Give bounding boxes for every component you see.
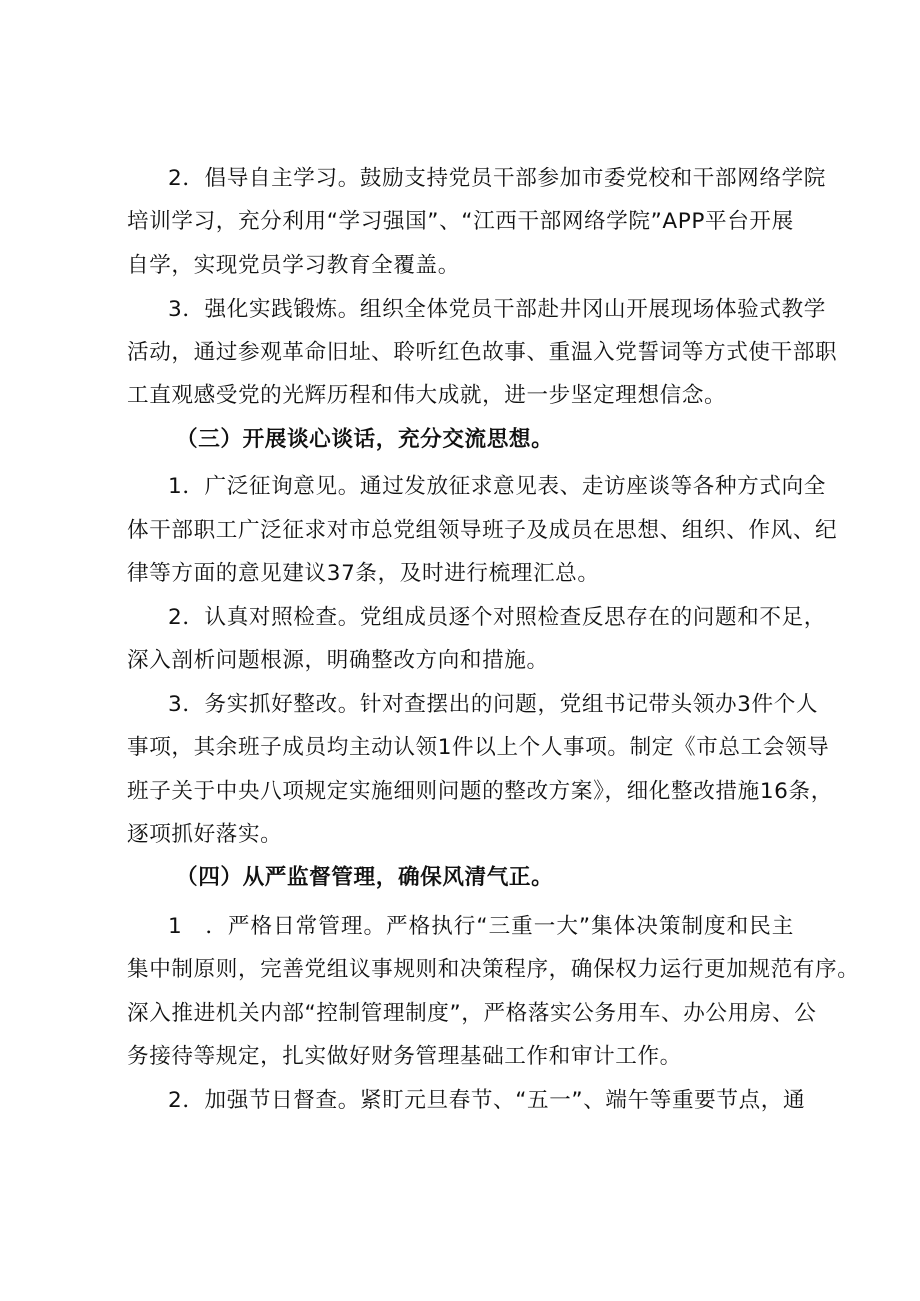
paragraph-line: 3．强化实践锻炼。组织全体党员干部赴井冈山开展现场体验式教学 <box>168 297 826 322</box>
paragraph-line: 2．倡导自主学习。鼓励支持党员干部参加市委党校和干部网络学院 <box>168 166 826 191</box>
paragraph-line: 2．加强节日督查。紧盯元旦春节、“五一”、端午等重要节点，通 <box>168 1088 806 1113</box>
paragraph-line: 深入推进机关内部“控制管理制度”，严格落实公务用车、办公用房、公 <box>127 1001 817 1026</box>
paragraph-line: 1．广泛征询意见。通过发放征求意见表、走访座谈等各种方式向全 <box>168 474 826 499</box>
paragraph-line: 务接待等规定，扎实做好财务管理基础工作和审计工作。 <box>127 1044 682 1069</box>
paragraph-line: 2．认真对照检查。党组成员逐个对照检查反思存在的问题和不足， <box>168 605 826 630</box>
paragraph-line: 事项，其余班子成员均主动认领1件以上个人事项。制定《市总工会领导 <box>127 735 830 760</box>
paragraph-line: 自学，实现党员学习教育全覆盖。 <box>127 253 460 278</box>
paragraph-line: 工直观感受党的光辉历程和伟大成就，进一步坚定理想信念。 <box>127 383 727 408</box>
section-heading: （三）开展谈心谈话，充分交流思想。 <box>176 427 554 452</box>
paragraph-line: 3．务实抓好整改。针对查摆出的问题，党组书记带头领办3件个人 <box>168 692 819 717</box>
paragraph-line: 活动，通过参观革命旧址、聆听红色故事、重温入党誓词等方式使干部职 <box>127 340 838 365</box>
paragraph-line: 逐项抓好落实。 <box>127 822 283 847</box>
paragraph-line: 集中制原则，完善党组议事规则和决策程序，确保权力运行更加规范有序。 <box>127 957 860 982</box>
section-heading: （四）从严监督管理，确保风清气正。 <box>176 865 554 890</box>
paragraph-line: 律等方面的意见建议37条，及时进行梳理汇总。 <box>127 561 600 586</box>
paragraph-line: 体干部职工广泛征求对市总党组领导班子及成员在思想、组织、作风、纪 <box>127 518 838 543</box>
paragraph-line: 培训学习，充分利用“学习强国”、“江西干部网络学院”APP平台开展 <box>127 209 794 234</box>
paragraph-line: 1 ．严格日常管理。严格执行“三重一大”集体决策制度和民主 <box>168 914 794 939</box>
paragraph-line: 班子关于中央八项规定实施细则问题的整改方案》，细化整改措施16条， <box>127 779 833 804</box>
paragraph-line: 深入剖析问题根源，明确整改方向和措施。 <box>127 648 549 673</box>
